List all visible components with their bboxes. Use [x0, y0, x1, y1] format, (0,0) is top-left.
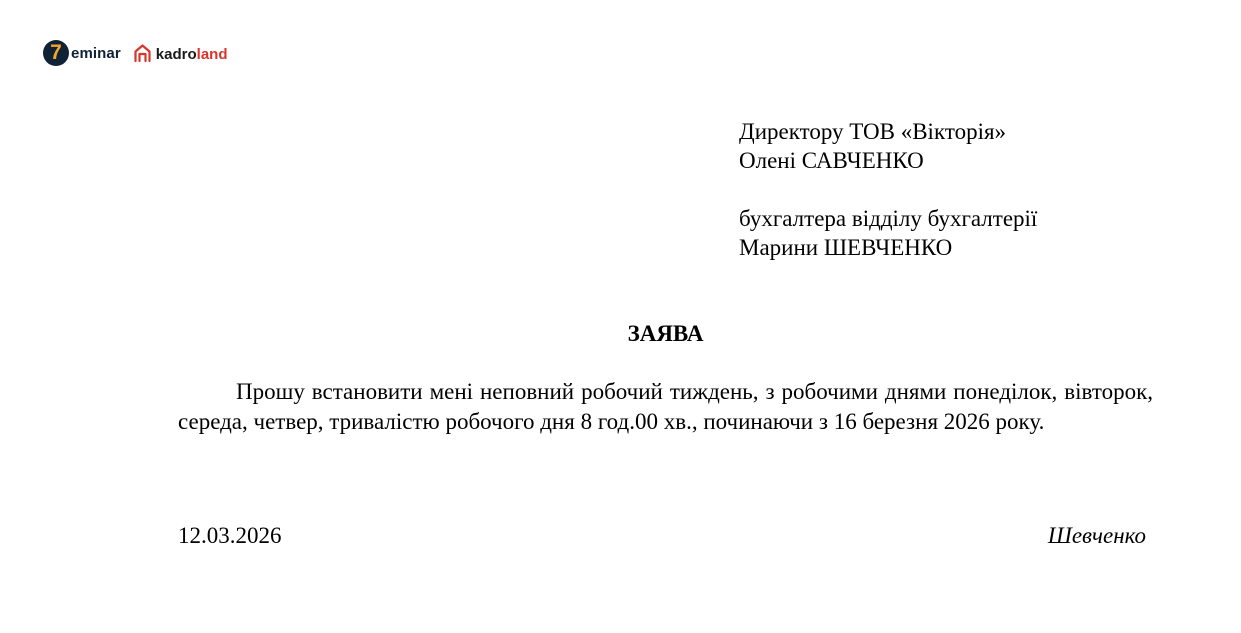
document-body: Прошу встановити мені неповний робочий тиждень, з робочими днями понеділок, вівторок, середа, четвер, тривалістю робочого дня 8 год.00 хв., починаючи з 16 березня 2026 року. — [178, 379, 1153, 434]
addressee-name: Олені САВЧЕНКО — [739, 148, 924, 173]
addressee-spacer — [739, 175, 1037, 204]
addressee-position: Директору ТОВ «Вікторія» — [739, 119, 1007, 144]
seminar-badge-icon: 7 — [43, 40, 69, 66]
kadroland-logo-text — [156, 46, 228, 63]
sender-name: Марини ШЕВЧЕНКО — [739, 235, 953, 260]
kadroland-logo-part2: land — [196, 46, 228, 63]
document-date: 12.03.2026 — [178, 523, 282, 548]
addressee-block — [739, 117, 1037, 262]
document-signature: Шевченко — [1047, 523, 1146, 548]
kadroland-logo-part1: kadro — [155, 46, 197, 63]
kadroland-logo — [133, 43, 228, 63]
logos-bar — [43, 39, 228, 67]
house-outline-icon — [133, 43, 152, 63]
document-title: ЗАЯВА — [627, 321, 704, 346]
seminar-logo — [43, 40, 121, 66]
seminar-logo-text: eminar — [71, 44, 121, 62]
sender-position: бухгалтера відділу бухгалтерії — [739, 206, 1038, 231]
